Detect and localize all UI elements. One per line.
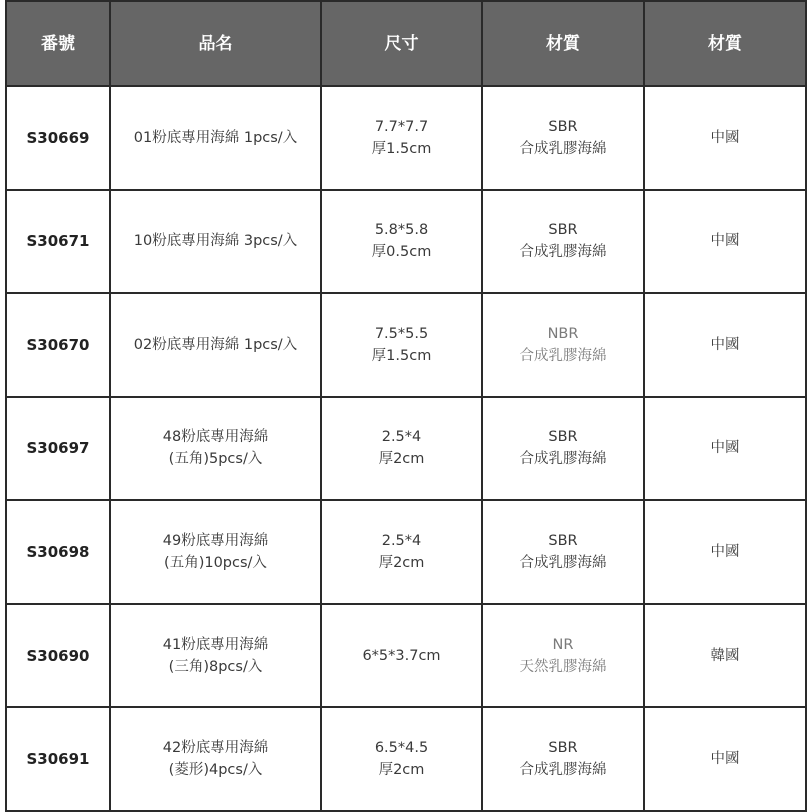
name-line: 49粉底專用海綿 xyxy=(162,533,269,550)
size-line: 7.5*5.5 xyxy=(374,325,429,342)
size-line: 厚1.5cm xyxy=(371,347,432,364)
size-line: 5.8*5.8 xyxy=(374,222,429,239)
material-line: SBR xyxy=(548,429,578,446)
product-material xyxy=(482,500,644,604)
product-name xyxy=(110,190,321,294)
product-origin: 中國 xyxy=(644,500,806,604)
header-row xyxy=(6,1,806,86)
product-spec-table xyxy=(5,0,807,812)
size-line: 厚2cm xyxy=(378,555,425,572)
size-line: 厚2cm xyxy=(378,451,425,468)
material-line: 合成乳膠海綿 xyxy=(519,451,607,468)
material-line: 合成乳膠海綿 xyxy=(519,762,607,779)
table-row xyxy=(6,707,806,811)
product-size xyxy=(321,86,482,190)
name-line: (五角)5pcs/入 xyxy=(168,451,263,468)
table-row xyxy=(6,500,806,604)
material-line: 天然乳膠海綿 xyxy=(519,658,607,675)
product-origin: 中國 xyxy=(644,397,806,501)
product-code: S30670 xyxy=(6,293,110,397)
product-size xyxy=(321,707,482,811)
product-material xyxy=(482,707,644,811)
product-material xyxy=(482,293,644,397)
product-origin: 中國 xyxy=(644,707,806,811)
name-line: 48粉底專用海綿 xyxy=(162,429,269,446)
product-origin: 韓國 xyxy=(644,604,806,708)
size-line: 2.5*4 xyxy=(381,429,422,446)
product-code: S30691 xyxy=(6,707,110,811)
table-row xyxy=(6,293,806,397)
header-code: 番號 xyxy=(6,1,110,86)
product-origin: 中國 xyxy=(644,293,806,397)
product-size xyxy=(321,293,482,397)
material-line: NR xyxy=(552,636,574,653)
header-size: 尺寸 xyxy=(321,1,482,86)
product-name xyxy=(110,397,321,501)
table-body xyxy=(6,86,806,811)
size-line: 7.7*7.7 xyxy=(374,118,429,135)
product-name xyxy=(110,707,321,811)
product-code: S30697 xyxy=(6,397,110,501)
material-line: SBR xyxy=(548,118,578,135)
header-name: 品名 xyxy=(110,1,321,86)
product-material xyxy=(482,86,644,190)
product-material xyxy=(482,190,644,294)
product-origin: 中國 xyxy=(644,190,806,294)
product-size xyxy=(321,500,482,604)
material-line: 合成乳膠海綿 xyxy=(519,555,607,572)
size-line: 厚1.5cm xyxy=(371,140,432,157)
product-name xyxy=(110,86,321,190)
material-line: SBR xyxy=(548,740,578,757)
table-row xyxy=(6,190,806,294)
name-line: 01粉底專用海綿 1pcs/入 xyxy=(133,129,298,146)
size-line: 6*5*3.7cm xyxy=(362,647,441,664)
size-line: 厚2cm xyxy=(378,762,425,779)
name-line: (三角)8pcs/入 xyxy=(168,658,263,675)
product-size xyxy=(321,190,482,294)
product-material xyxy=(482,604,644,708)
size-line: 2.5*4 xyxy=(381,533,422,550)
product-code: S30698 xyxy=(6,500,110,604)
name-line: 41粉底專用海綿 xyxy=(162,636,269,653)
name-line: 42粉底專用海綿 xyxy=(162,740,269,757)
table-row xyxy=(6,604,806,708)
name-line: 02粉底專用海綿 1pcs/入 xyxy=(133,336,298,353)
header-material: 材質 xyxy=(482,1,644,86)
name-line: (菱形)4pcs/入 xyxy=(168,762,263,779)
table-row xyxy=(6,397,806,501)
product-code: S30690 xyxy=(6,604,110,708)
product-name xyxy=(110,604,321,708)
size-line: 6.5*4.5 xyxy=(374,740,429,757)
material-line: 合成乳膠海綿 xyxy=(519,347,607,364)
material-line: 合成乳膠海綿 xyxy=(519,244,607,261)
product-origin: 中國 xyxy=(644,86,806,190)
product-name xyxy=(110,500,321,604)
material-line: SBR xyxy=(548,533,578,550)
product-code: S30671 xyxy=(6,190,110,294)
table-row xyxy=(6,86,806,190)
product-size xyxy=(321,397,482,501)
header-origin: 材質 xyxy=(644,1,806,86)
product-name xyxy=(110,293,321,397)
product-code: S30669 xyxy=(6,86,110,190)
material-line: NBR xyxy=(547,325,579,342)
size-line: 厚0.5cm xyxy=(371,244,432,261)
material-line: 合成乳膠海綿 xyxy=(519,140,607,157)
product-material xyxy=(482,397,644,501)
product-size xyxy=(321,604,482,708)
name-line: (五角)10pcs/入 xyxy=(164,555,267,572)
name-line: 10粉底專用海綿 3pcs/入 xyxy=(133,233,298,250)
material-line: SBR xyxy=(548,222,578,239)
